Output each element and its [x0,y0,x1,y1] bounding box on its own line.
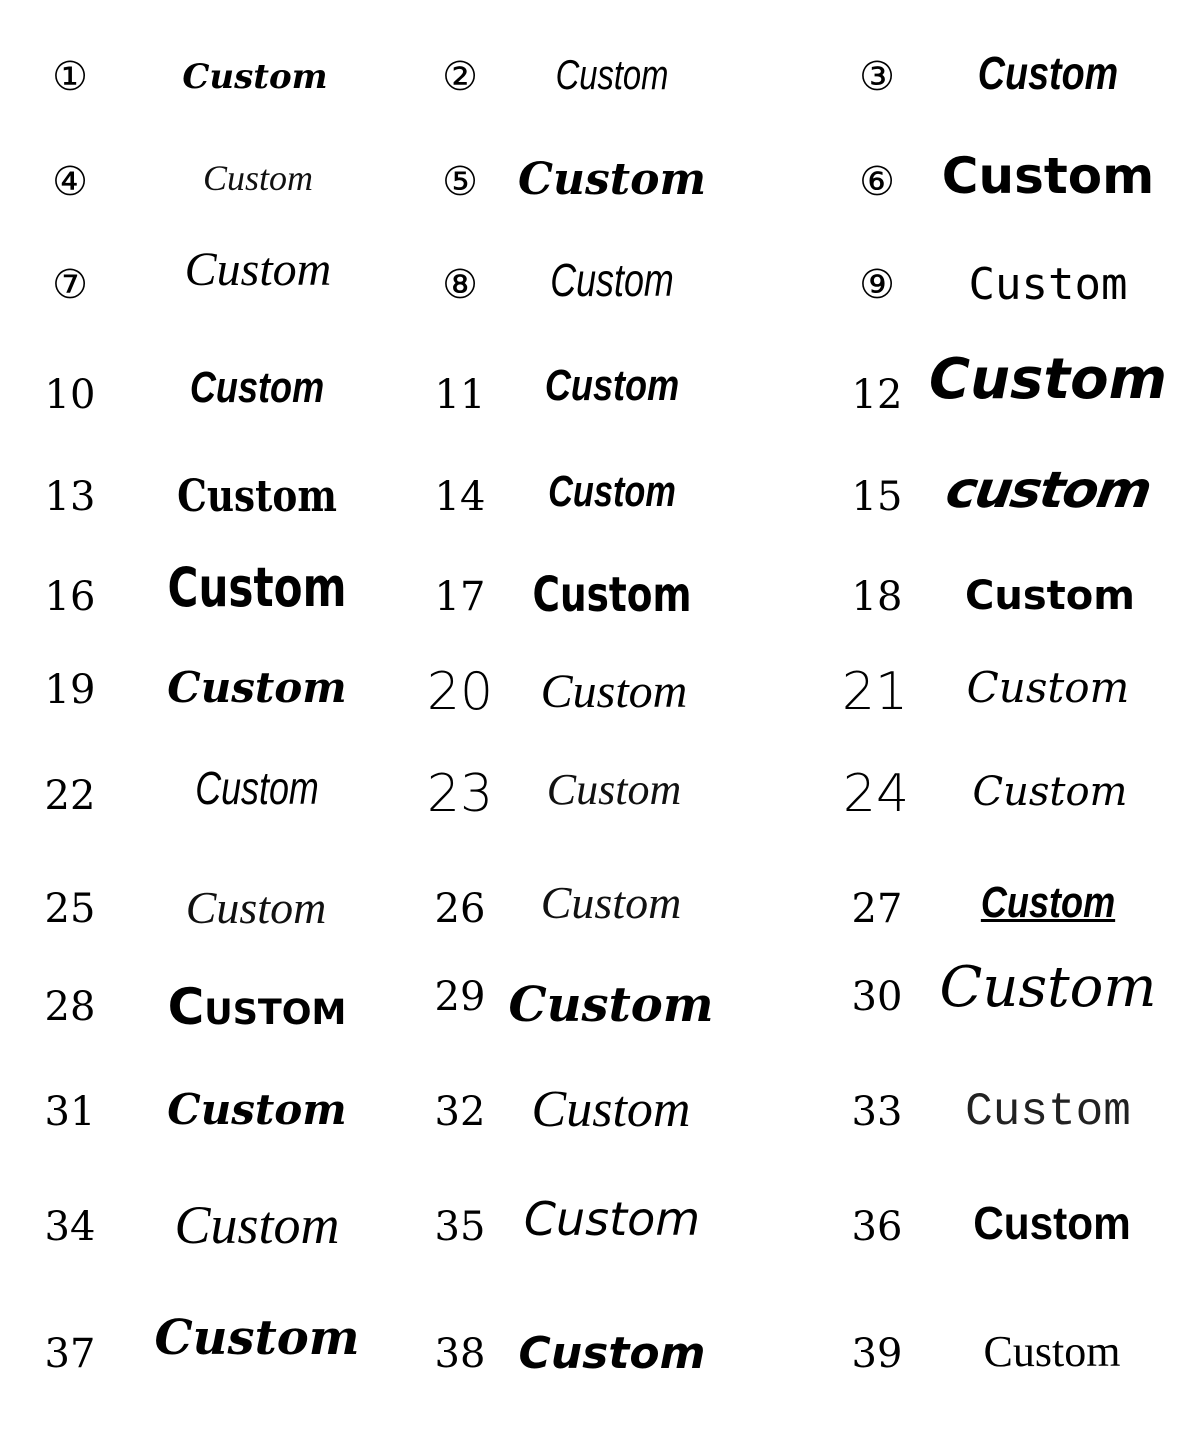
option-number-30: 30 [851,974,903,1020]
font-sample-18: Custom [965,573,1135,619]
option-number-26: 26 [434,886,486,932]
option-number-32: 32 [434,1089,486,1135]
font-sample-27: Custom [980,878,1116,927]
option-number-25: 25 [44,886,96,932]
option-number-8: ⑧ [442,262,478,308]
font-sample-13: Custom [177,471,337,522]
option-number-3: ③ [859,54,895,100]
option-number-23: 23 [426,764,494,824]
option-number-9: ⑨ [859,262,895,308]
option-number-24: 24 [842,764,910,824]
font-sample-8: Custom [550,254,674,306]
font-sample-12: Custom [929,347,1167,412]
font-sample-28: Custom [167,978,347,1036]
option-number-7: ⑦ [52,262,88,308]
option-number-22: 22 [44,773,96,819]
option-number-38: 38 [434,1331,486,1377]
option-number-35: 35 [434,1204,486,1250]
option-number-15: 15 [851,474,903,520]
font-sample-7: Custom [184,243,332,296]
option-number-20: 20 [426,662,494,722]
font-sample-1: Custom [182,57,328,97]
font-sample-31: Custom [167,1085,347,1134]
option-number-31: 31 [44,1089,96,1135]
font-sample-37: Custom [154,1310,360,1366]
option-number-33: 33 [851,1089,903,1135]
option-number-1: ① [52,54,88,100]
option-number-2: ② [442,54,478,100]
option-number-29: 29 [434,974,486,1020]
font-sample-39: Custom [983,1327,1121,1376]
option-number-6: ⑥ [859,159,895,205]
option-number-11: 11 [434,372,486,418]
option-number-34: 34 [44,1204,96,1250]
option-number-16: 16 [44,574,96,620]
font-sample-20: Custom [540,665,688,718]
font-sample-38: Custom [518,1328,706,1379]
font-sample-3: Custom [977,47,1119,99]
option-number-14: 14 [434,474,486,520]
option-number-18: 18 [851,574,903,620]
option-number-4: ④ [52,159,88,205]
font-sample-34: Custom [174,1195,340,1255]
option-number-5: ⑤ [442,159,478,205]
font-sample-25: Custom [185,882,327,933]
font-sample-2: Custom [555,51,669,98]
font-sample-24: Custom [972,769,1128,815]
option-number-39: 39 [851,1331,903,1377]
option-number-37: 37 [44,1331,96,1377]
font-sample-4: Custom [202,158,314,198]
font-sample-10: Custom [189,363,325,412]
option-number-36: 36 [851,1204,903,1250]
font-sample-23: Custom [546,765,682,814]
font-sample-21: Custom [966,663,1130,712]
font-sample-30: Custom [939,955,1157,1020]
font-sample-33: Custom [965,1086,1131,1138]
option-number-10: 10 [44,372,96,418]
font-sample-15: custom [942,461,1154,519]
option-number-13: 13 [44,474,96,520]
option-number-28: 28 [44,984,96,1030]
option-number-17: 17 [434,574,486,620]
font-sample-9: Custom [968,259,1128,310]
font-sample-5: Custom [517,154,707,205]
font-sample-14: Custom [548,467,676,516]
font-sample-19: Custom [167,663,347,712]
option-number-19: 19 [44,667,96,713]
font-sample-6: Custom [941,147,1155,205]
option-number-27: 27 [851,886,903,932]
font-sample-17: Custom [532,567,692,623]
option-number-12: 12 [851,372,903,418]
font-sample-35: Custom [523,1192,701,1246]
font-sample-29: Custom [508,977,714,1033]
option-number-21: 21 [841,662,909,722]
font-sample-16: Custom [167,556,347,619]
font-sample-11: Custom [544,361,680,410]
font-sample-36: Custom [973,1197,1131,1249]
font-sample-32: Custom [531,1081,691,1138]
font-sample-26: Custom [540,877,682,928]
font-sample-22: Custom [195,762,319,814]
